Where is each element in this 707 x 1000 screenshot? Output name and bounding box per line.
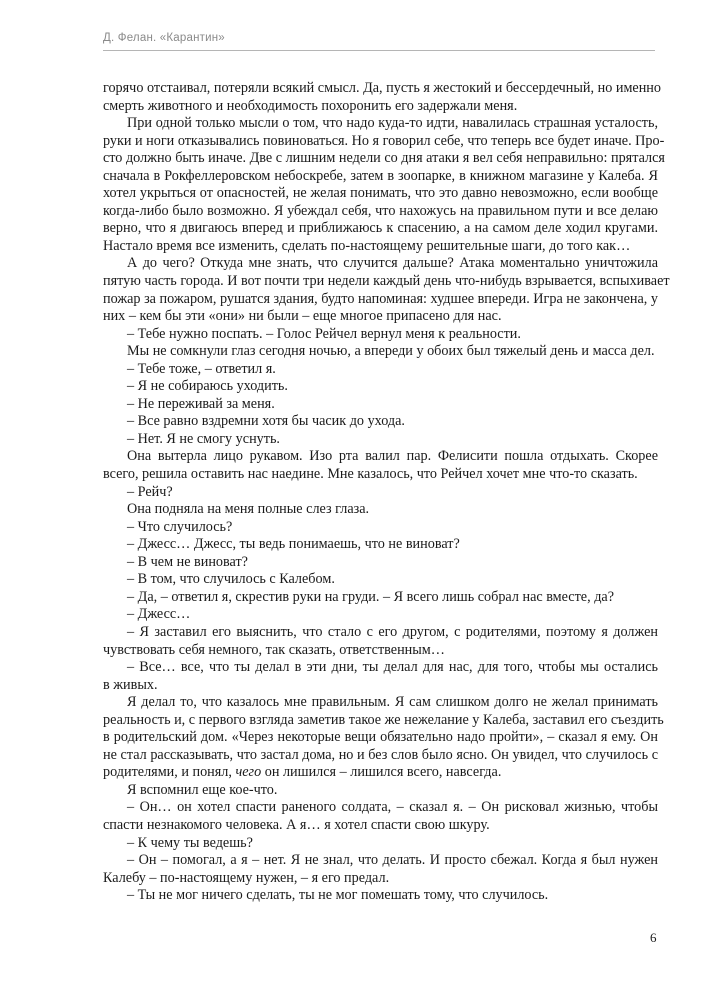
text-line: Она вытерла лицо рукавом. Изо рта валил пар. Фелисити пошла отдыхать. Скорее [127,448,658,465]
text-line: – Тебе нужно поспать. – Голос Рейчел вернул меня к реальности. [127,325,521,342]
text-line: них – кем бы эти «они» ни были – еще многое припасено для нас. [103,308,502,325]
text-line: Она подняла на меня полные слез глаза. [127,501,370,518]
text-line: – В чем не виноват? [127,553,248,570]
text-line: Я делал то, что казалось мне правильным. Я сам слишком долго не желал принимать [127,694,658,711]
text-line: Настало время все изменить, сделать по-настоящему решительные шаги, до того как… [103,237,631,254]
running-header: Д. Фелан. «Карантин» [103,32,225,44]
text-line: хотел укрыться от опасностей, не желая понимать, что это давно невозможно, если вообще [103,185,658,202]
text-line: пятую часть города. И вот почти три недели каждый день что-нибудь взрывается, вспыхивает [103,273,670,290]
text-line: не стал рассказывать, что застал дома, но и без слов было ясно. Он увидел, что случилось с [103,746,658,763]
text-line: – Джесс… [127,606,191,623]
text-line: чувствовать себя немного, так сказать, ответственным… [103,641,445,658]
page-number: 6 [650,930,657,945]
text-line: – Рейч? [127,483,173,500]
text-line: всего, решила оставить нас наедине. Мне казалось, что Рейчел хочет мне что-то сказать. [103,466,638,483]
text-line: – Нет. Я не смогу уснуть. [127,430,280,447]
text-line: руки и ноги отказывались повиноваться. Но я говорил себе, что теперь все будет иначе. Про- [103,132,665,149]
text-line: – В том, что случилось с Калебом. [127,571,335,588]
text-line: – Не переживай за меня. [127,395,275,412]
text-line: смерть животного и необходимость похоронить его задержали меня. [103,97,518,114]
text-line: – Джесс… Джесс, ты ведь понимаешь, что не виноват? [127,536,460,553]
text-line: При одной только мысли о том, что надо куда-то идти, навалилась страшная усталость, [127,115,658,132]
text-line: – Тебе тоже, – ответил я. [127,360,276,377]
text-line: сначала в Рокфеллеровском небоскребе, затем в зоопарке, в книжном магазине у Калеба. Я [103,167,658,184]
text-line: – Все… все, что ты делал в эти дни, ты делал для нас, для того, чтобы мы остались [127,659,658,676]
text-line: Я вспомнил еще кое-что. [127,781,278,798]
text-line: когда-либо было возможно. Я убеждал себя, что нахожусь на правильном пути и все делаю [103,202,658,219]
text-line: в живых. [103,676,158,693]
text-line: – Он – помогал, а я – нет. Я не знал, что делать. И просто сбежал. Когда я был нужен [127,852,658,869]
text-line: Калебу – по-настоящему нужен, – я его предал. [103,869,390,886]
text-line: А до чего? Откуда мне знать, что случится дальше? Атака моментально уничтожила [127,255,658,272]
text-line: – Все равно вздремни хотя бы часик до ухода. [127,413,405,430]
text-line: сто должно быть иначе. Две с лишним недели со дня атаки я вел себя неправильно: прятался [103,150,665,167]
text-line: – Я не собираюсь уходить. [127,378,288,395]
text-line: – Он… он хотел спасти раненого солдата, – сказал я. – Он рисковал жизнью, чтобы [127,799,658,816]
text-line: спасти незнакомого человека. А я… я хотел спасти свою шкуру. [103,816,490,833]
body-text [103,80,670,905]
text-line: – Что случилось? [127,518,233,535]
text-line: верно, что я двигаюсь вперед и приближаюсь к спасению, а на самом деле ходил кругами. [103,220,658,237]
header-divider [103,50,655,51]
text-line: – Да, – ответил я, скрестив руки на груди. – Я всего лишь собрал нас вместе, да? [127,588,615,605]
text-line: горячо отстаивал, потеряли всякий смысл. Да, пусть я жестокий и бессердечный, но именно [103,80,661,96]
text-line: родителями, и понял, чего он лишился – лишился всего, навсегда. [103,764,502,781]
text-line: Мы не сомкнули глаз сегодня ночью, а впереди у обоих был тяжелый день и масса дел. [127,343,655,360]
text-line: – Ты не мог ничего сделать, ты не мог помешать тому, что случилось. [127,887,549,904]
text-line: реальность и, с первого взгляда заметив такое же нежелание у Калеба, заставил его съездить [103,711,664,728]
text-line: – Я заставил его выяснить, что стало с его другом, с родителями, поэтому я должен [127,623,658,640]
text-line: пожар за пожаром, рушатся здания, будто напоминая: худшее впереди. Игра не закончена, у [103,290,658,307]
text-line: в родительский дом. «Через некоторые вещи обязательно надо пройти», – сказал я ему. Он [103,729,658,746]
text-line: – К чему ты ведешь? [127,834,253,851]
